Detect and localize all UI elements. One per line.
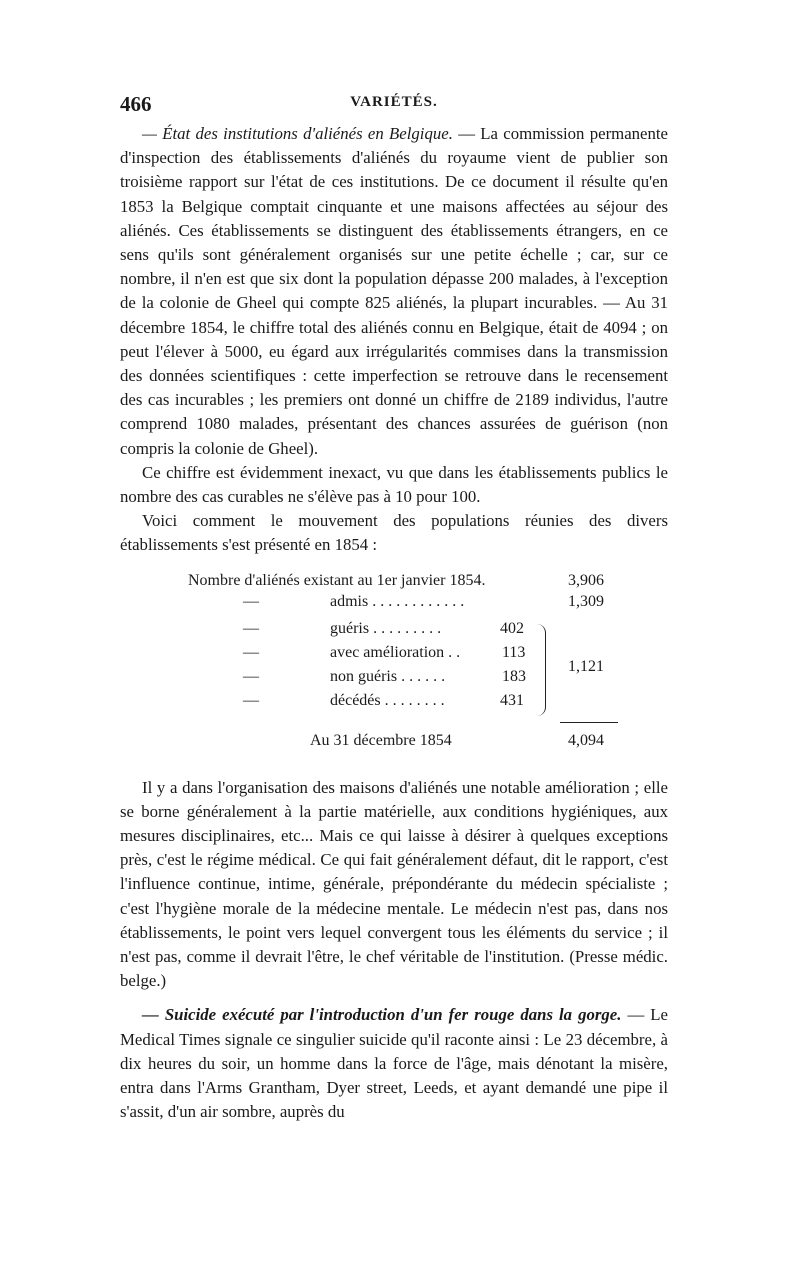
page-number: 466 <box>120 92 152 116</box>
table-row-total: 3,906 <box>568 571 604 589</box>
table-row <box>120 620 668 640</box>
table-row-total: 1,309 <box>568 592 604 610</box>
population-table <box>120 572 668 762</box>
page-header <box>120 92 668 122</box>
paragraph-mouvement: Voici comment le mouvement des populations réunies des divers établissements s'est présenté en 1854 : <box>120 511 668 555</box>
table-row-total: 4,094 <box>568 731 604 749</box>
table-row-label: Nombre d'aliénés existant au 1er janvier 1854. <box>188 571 486 589</box>
table-row <box>120 732 668 752</box>
ditto-dash: — <box>243 592 259 610</box>
ditto-dash: — <box>243 691 259 709</box>
table-row <box>120 572 668 592</box>
subtotal-row <box>120 658 668 678</box>
table-row-value: 402 <box>500 619 524 637</box>
table-row-label: avec amélioration . . <box>330 643 461 661</box>
sum-rule <box>560 722 618 723</box>
running-head: VARIÉTÉS. <box>350 94 438 110</box>
paragraph-organisation: Il y a dans l'organisation des maisons d'aliénés une notable amélioration ; elle se borne généralement à la partie matérielle, aux conditions hygiéniques, aux mesures disciplinaires, etc... Mais ce qui laisse à désirer à quelques exceptions près, c'est le régime médical. Ce qui fait généralement défaut, dit le rapport, c'est l'influence continue, intime, générale, prépondérante du médecin spécialiste ; c'est l'hygiène morale de la médecine mentale. Le médecin n'est pas, dans nos établissements, le point vers lequel convergent tous les éléments du service ; il n'est pas, comme il devrait l'être, le chef véritable de l'institution. (Presse médic. belge.) <box>120 777 668 991</box>
paragraph-chiffre: Ce chiffre est évidemment inexact, vu que dans les établissements publics le nombre des cas curables ne s'élève pas à 10 pour 100. <box>120 462 668 507</box>
paragraph-suicide <box>120 1003 668 1124</box>
table-row <box>120 692 668 712</box>
page <box>120 92 668 1125</box>
paragraph-belgique <box>120 122 668 461</box>
table-row-value: 113 <box>502 643 526 661</box>
section-title-belgique: — État des institutions d'aliénés en Belgique. <box>142 124 453 143</box>
table-row-value: 183 <box>502 667 526 685</box>
table-row <box>120 593 668 613</box>
section-title-suicide: — Suicide exécuté par l'introduction d'un fer rouge dans la gorge. <box>142 1005 622 1025</box>
table-row-label: Au 31 décembre 1854 <box>310 731 452 749</box>
table-row-value: 431 <box>500 691 524 709</box>
ditto-dash: — <box>243 667 259 685</box>
table-row-label: admis . . . . . . . . . . . . <box>330 592 465 610</box>
ditto-dash: — <box>243 643 259 661</box>
subtotal-value: 1,121 <box>568 657 604 675</box>
paragraph-suicide-text: — Le Medical Times signale ce singulier suicide qu'il raconte ainsi : Le 23 décembre, à dix heures du soir, un homme dans la force de l'âge, mais dénotant la misère, entra dans l'Arms Grantham, Dyer street, Leeds, et ayant demandé une pipe il s'assit, d'un air sombre, auprès du <box>120 1005 668 1122</box>
ditto-dash: — <box>243 619 259 637</box>
paragraph-belgique-text: — La commission permanente d'inspection des établissements d'aliénés du royaume vient de publier son troisième rapport sur l'état de ces institutions. De ce document il résulte qu'en 1853 la Belgique comptait cinquante et une maisons affectées au séjour des aliénés. Ces établissements se distinguent des établissements étrangers, en ce sens qu'ils sont généralement organisés sur une petite échelle ; car, sur ce nombre, il n'en est que six dont la population dépasse 200 malades, à l'exception de la colonie de Gheel qui compte 825 aliénés, la plupart incurables. — Au 31 décembre 1854, le chiffre total des aliénés connu en Belgique, était de 4094 ; on peut l'élever à 5000, eu égard aux irrégularités commises dans la transmission des données scientifiques : cette imperfection se retrouve dans le recensement des cas incurables ; les premiers ont donné un chiffre de 2189 individus, l'autre comprend 1080 malades, présentant des chances assurées de guérison (non compris la colonie de Gheel). <box>120 124 668 458</box>
table-row-label: décédés . . . . . . . . <box>330 691 445 709</box>
table-row-label: guéris . . . . . . . . . <box>330 619 442 637</box>
table-row-label: non guéris . . . . . . <box>330 667 446 685</box>
